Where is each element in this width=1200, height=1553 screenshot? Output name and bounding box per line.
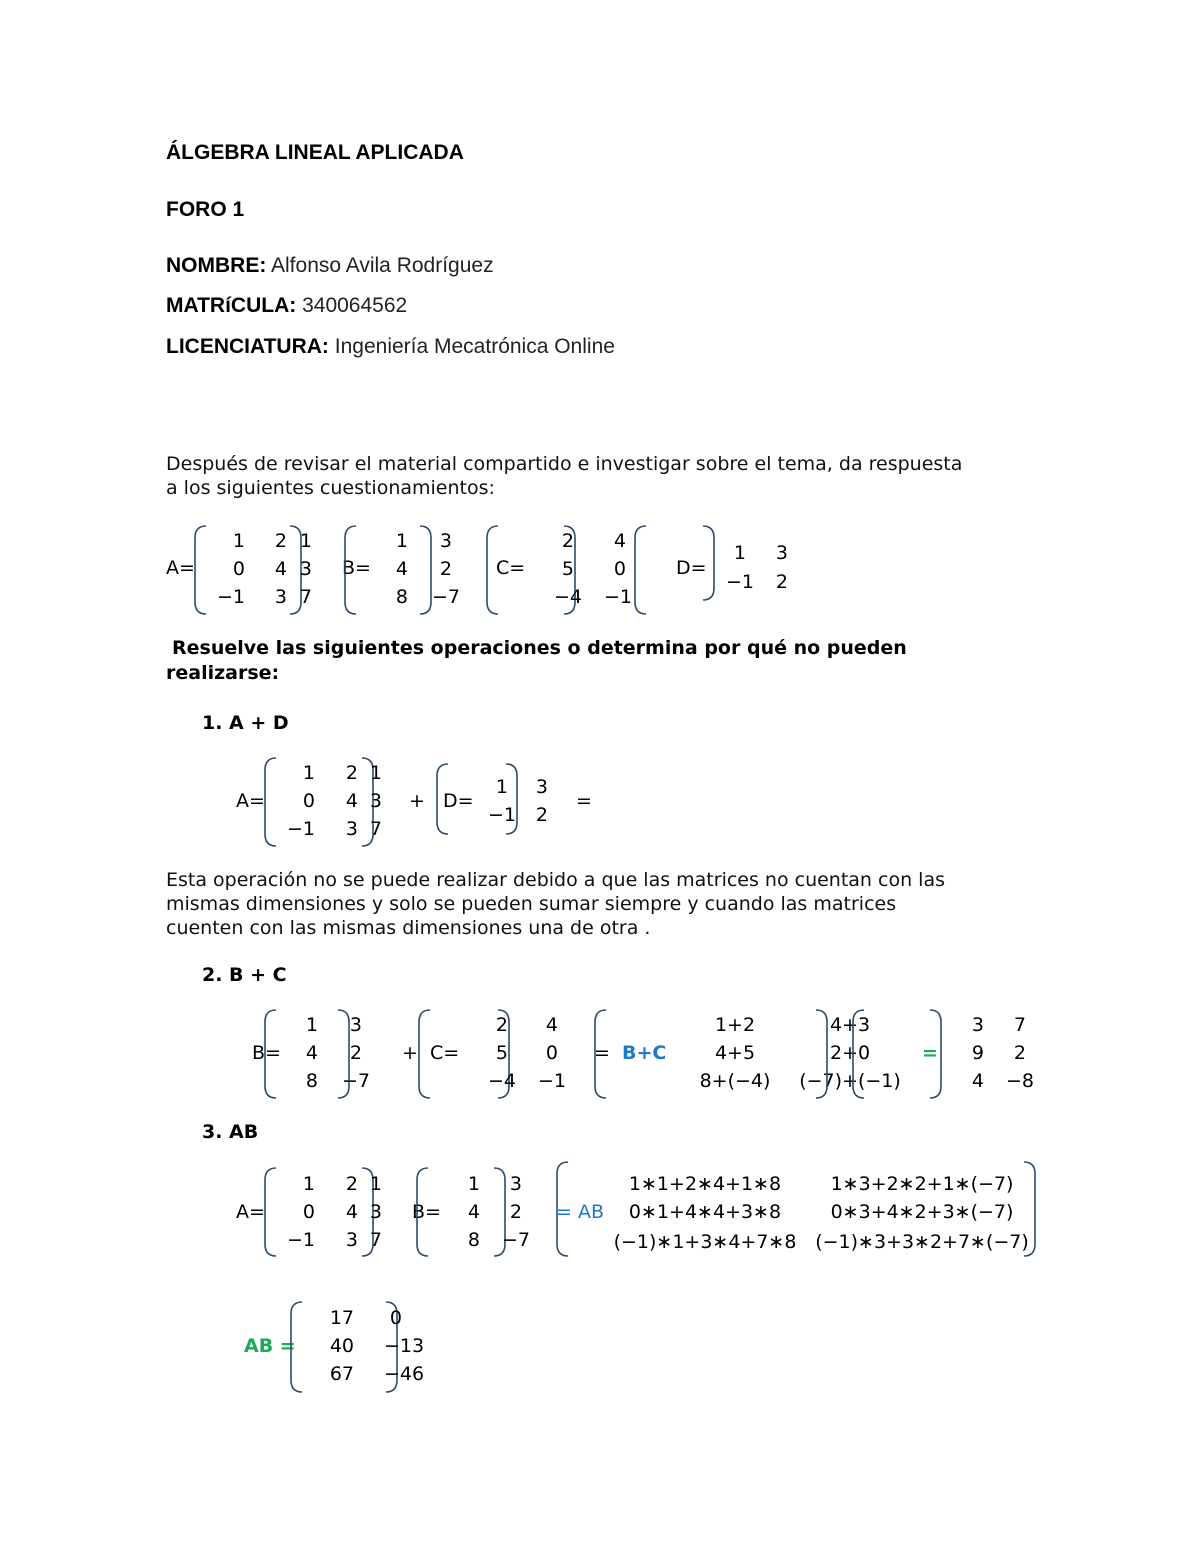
matrix-cell: 3 [535,776,548,798]
product-expression: 0∗1+4∗4+3∗8 [628,1201,782,1223]
matrix-cell: 2 [345,762,358,784]
matrix-a-label: A= [236,1201,265,1223]
matrix-cell: 1 [302,1173,315,1195]
product-expression: (−1)∗3+3∗2+7∗(−7) [815,1231,1029,1253]
forum-title: FORO 1 [166,198,245,221]
matrix-cell: 4 [545,1014,558,1036]
left-bracket [262,1008,284,1100]
matrix-cell: 2 [775,571,788,593]
intro-line-1: Después de revisar el material compartido e investigar sobre el tema, da respuesta [166,453,963,475]
product-expression: (−1)∗1+3∗4+7∗8 [613,1231,797,1253]
matrix-cell: 1 [305,1014,318,1036]
matrix-a-label: A= [166,557,195,579]
matrix-cell: −1 [286,1229,315,1251]
matrix-cell: 2 [439,558,452,580]
matrix-cell: 7 [369,818,382,840]
sum-label: B+C [622,1042,667,1064]
result-cell: 7 [1013,1014,1026,1036]
right-bracket [1018,1160,1040,1258]
matrix-cell: −7 [501,1229,530,1251]
explanation-line-1: Esta operación no se puede realizar debido a que las matrices no cuentan con las [166,869,945,891]
plus-sign: + [409,790,425,812]
matrix-cell: −1 [603,586,632,608]
matrix-cell: 1 [369,1173,382,1195]
matrix-cell: −1 [725,571,754,593]
matrix-cell: 8 [467,1229,480,1251]
matrix-cell: 0 [302,1201,315,1223]
matrix-cell: 4 [345,1201,358,1223]
matrix-cell: −4 [553,586,582,608]
product-label: = AB [556,1201,604,1223]
matrix-cell: 7 [299,586,312,608]
left-bracket [342,524,364,616]
matrix-cell: 3 [509,1173,522,1195]
matrix-cell: 3 [775,542,788,564]
matrix-cell: 5 [561,558,574,580]
matrix-cell: 4 [345,790,358,812]
matrix-cell: 3 [369,790,382,812]
matrix-cell: 3 [369,1201,382,1223]
name-value: Alfonso Avila Rodríguez [266,254,494,277]
matrix-cell: 8 [395,586,408,608]
left-bracket [288,1300,310,1394]
matrix-cell: 8 [305,1070,318,1092]
sum-expression: 4+5 [714,1042,756,1064]
matrix-a-label: A= [236,790,265,812]
matrix-cell: −7 [431,586,460,608]
matrix-cell: 1 [495,776,508,798]
left-bracket [484,524,506,616]
name-field [166,254,494,278]
product-expression: 1∗3+2∗2+1∗(−7) [830,1173,1014,1195]
degree-field [166,335,615,359]
sum-expression: (−7)+(−1) [799,1070,901,1092]
matrix-cell: 2 [274,530,287,552]
matrix-b-label: B= [342,557,371,579]
matrix-cell: 1 [467,1173,480,1195]
matrix-cell: 3 [299,558,312,580]
plus-sign: + [402,1042,418,1064]
matrix-cell: 4 [274,558,287,580]
matrix-cell: 2 [495,1014,508,1036]
question-1-title: 1. A + D [202,712,289,734]
explanation-line-3: cuenten con las mismas dimensiones una de otra . [166,917,651,939]
result-cell: −46 [384,1363,425,1385]
result-cell: 9 [971,1042,984,1064]
matrix-cell: 3 [345,1229,358,1251]
matrix-cell: 1 [369,762,382,784]
result-cell: 4 [971,1070,984,1092]
equals-sign: = [594,1042,610,1064]
id-field [166,294,407,318]
id-value: 340064562 [296,294,408,317]
matrix-cell: 2 [535,804,548,826]
matrix-cell: 4 [467,1201,480,1223]
matrix-b-label: B= [412,1201,441,1223]
instructions-line-2: realizarse: [166,662,280,684]
matrix-cell: 1 [302,762,315,784]
matrix-cell: 3 [274,586,287,608]
matrix-cell: 2 [561,530,574,552]
id-label: MATRíCULA: [166,294,297,317]
equals-sign: = [576,790,592,812]
matrix-cell: 4 [395,558,408,580]
matrix-cell: 1 [733,542,746,564]
matrix-cell: 4 [305,1042,318,1064]
result-cell: 67 [329,1363,354,1385]
matrix-c-label: C= [430,1042,460,1064]
result-cell: 3 [971,1014,984,1036]
left-bracket [850,1008,872,1100]
matrix-d-label: D= [676,557,707,579]
degree-value: Ingeniería Mecatrónica Online [328,335,615,358]
matrix-cell: 2 [509,1201,522,1223]
matrix-cell: −1 [537,1070,566,1092]
matrix-cell: 0 [545,1042,558,1064]
left-bracket [414,1166,436,1258]
explanation-line-2: mismas dimensiones y solo se pueden sumar siempre y cuando las matrices [166,893,897,915]
instructions-line-1: Resuelve las siguientes operaciones o determina por qué no pueden [172,637,907,659]
product-expression: 1∗1+2∗4+1∗8 [628,1173,782,1195]
left-bracket [592,1008,614,1100]
matrix-cell: 2 [349,1042,362,1064]
right-bracket [924,1008,946,1100]
matrix-c-label: C= [496,557,526,579]
matrix-cell: −1 [487,804,516,826]
matrix-cell: 7 [369,1229,382,1251]
sum-expression: 1+2 [714,1014,756,1036]
sum-expression: 2+0 [829,1042,871,1064]
result-cell: 17 [329,1307,354,1329]
sum-expression: 4+3 [829,1014,871,1036]
matrix-b-label: B= [252,1042,281,1064]
matrix-cell: 0 [232,558,245,580]
matrix-cell: 0 [302,790,315,812]
matrix-cell: 1 [395,530,408,552]
matrix-cell: 5 [495,1042,508,1064]
matrix-cell: 2 [345,1173,358,1195]
product-expression: 0∗3+4∗2+3∗(−7) [830,1201,1014,1223]
intro-line-2: a los siguientes cuestionamientos: [166,477,495,499]
matrix-cell: 3 [349,1014,362,1036]
matrix-cell: 0 [613,558,626,580]
result-label: AB = [244,1335,296,1357]
degree-label: LICENCIATURA: [166,335,329,358]
right-bracket [810,1008,832,1100]
left-bracket [632,524,654,616]
result-cell: 2 [1013,1042,1026,1064]
matrix-cell: −1 [286,818,315,840]
course-title: ÁLGEBRA LINEAL APLICADA [166,141,464,164]
result-cell: 0 [389,1307,402,1329]
matrix-cell: −1 [216,586,245,608]
matrix-cell: 1 [299,530,312,552]
matrix-cell: −7 [341,1070,370,1092]
question-2-title: 2. B + C [202,964,287,986]
result-equals: = [922,1042,938,1064]
matrix-cell: −4 [487,1070,516,1092]
matrix-d-label: D= [443,790,474,812]
question-3-title: 3. AB [202,1121,259,1143]
result-cell: −13 [384,1335,425,1357]
matrix-cell: 4 [613,530,626,552]
result-cell: 40 [329,1335,354,1357]
result-cell: −8 [1005,1070,1034,1092]
matrix-cell: 3 [345,818,358,840]
matrix-cell: 3 [439,530,452,552]
name-label: NOMBRE: [166,254,267,277]
sum-expression: 8+(−4) [699,1070,771,1092]
matrix-cell: 1 [232,530,245,552]
